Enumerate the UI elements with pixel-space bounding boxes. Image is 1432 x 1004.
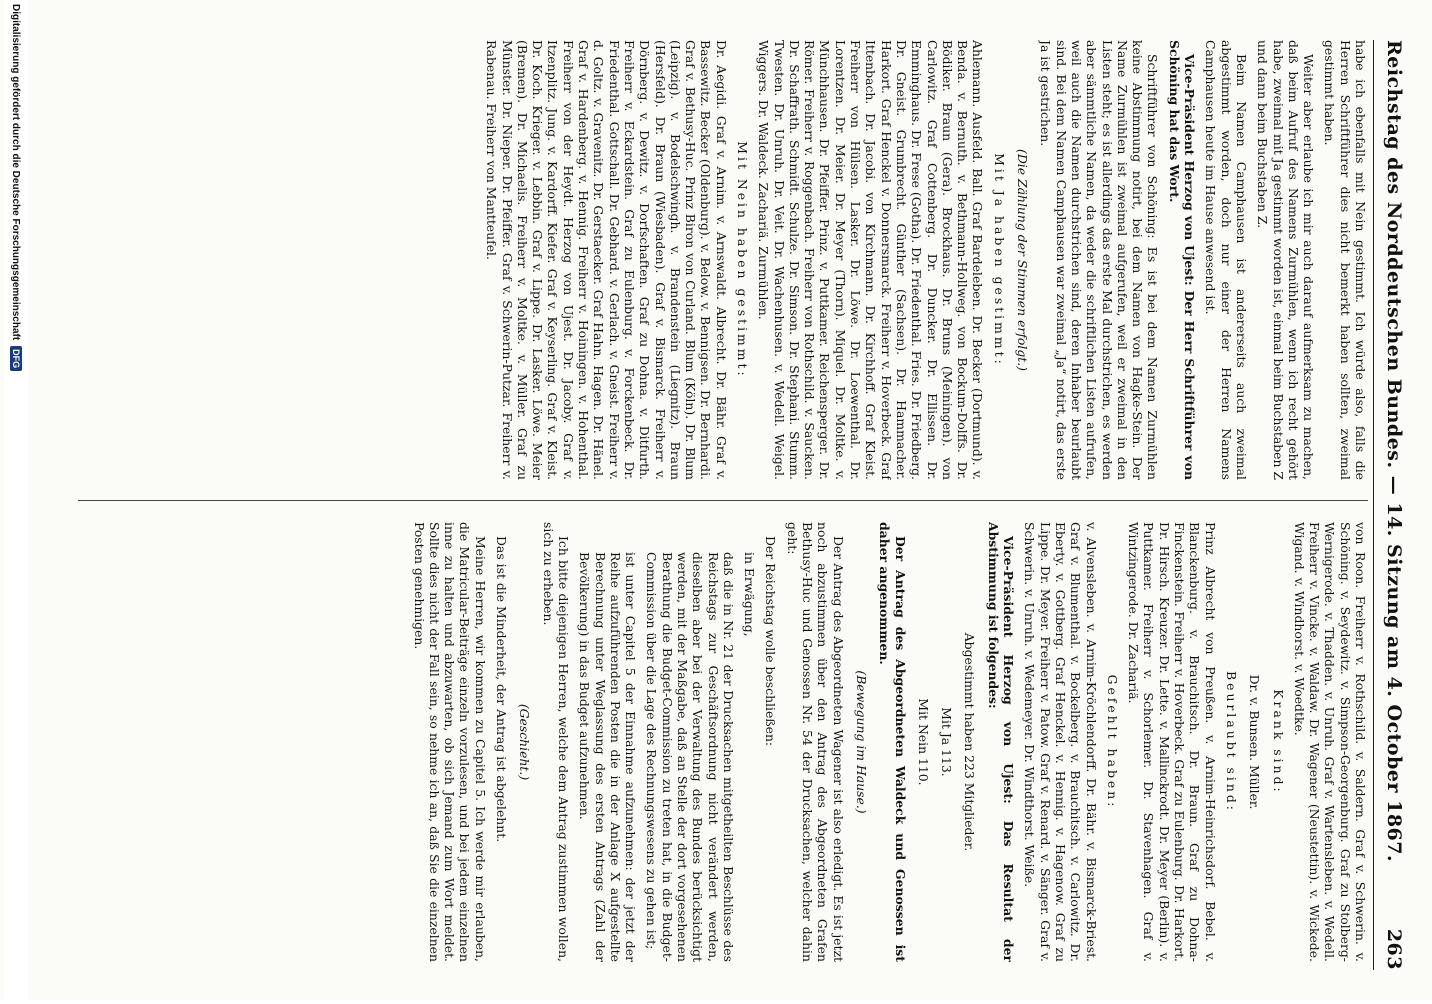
motion-text: daß die in Nr. 21 der Drucksachen mitgetheilten Beschlüsse des Reichstags zur Geschäftsordnung nicht verändert werden, dieselben aber bei der Verwaltung des Bundes berücksichtigt werden, mit der Maßgabe, daß an Stelle der dort vorgesehenen Berathung die Budget-Commission zu treten hat, in die Budget-Commission über die Lage des Rechnungswesens zu gehen ist; bbox=[644, 552, 736, 962]
left-column bbox=[68, 40, 1368, 480]
column-divider bbox=[78, 500, 1368, 501]
speaker-line: Vice-Präsident Herzog von Ujest: Der Herr Schriftführer von Schöning hat das Wort. bbox=[1166, 40, 1198, 480]
name-list-yes: Ahlemann. Ausfeld. Ball. Graf Bardeleben. Dr. Becker (Dortmund). v. Benda. v. Bernuth. v. Bethmann-Hollweg. von Bockum-Dolffs. Dr. Bödiker. Braun (Gera). Brockhaus. Dr. Bruns (Meiningen). von Carlowitz. Graf Cottenberg. Dr. Duncker. Dr. Ellissen. Dr. Emminghaus. Dr. Frese (Gotha). Dr. Friedenthal. Fries. Dr. Friedberg. Dr. Gneist. Grumbrecht. Günther (Sachsen). Dr. Hammacher. Harkort. Graf Henckel v. Donnersmarck. Freiherr v. Hoverbeck. Graf Ittenbach. Dr. Jacobi. von Kirchmann. Dr. Kirchhoff. Graf Kleist. Freiherr von Hülsen. Lasker. Dr. Löwe. Dr. Loewenthal. Dr. Lorentzen. Dr. Meier. Dr. Meyer (Thorn). Miquel. Dr. Moltke. v. Münchhausen. Dr. Pfeiffer. Prinz. v. Puttkamer. Reichensperger. Dr. Römer. Freiherr v. Roggenbach. Freiherr von Rothschild. v. Saucken. Dr. Schaffrath. Schmidt. Schulze. Dr. Simson. Dr. Stephani. Stumm. Twesten. Dr. Unruh. Dr. Veit. Dr. Wachenhusen. v. Wedell. Weigel. Wiggers. Dr. Waldeck. Zachariä. Zurmühlen. bbox=[756, 40, 986, 480]
paragraph: Beim Namen Camphausen ist andererseits auch zweimal abgestimmt worden, doch nur einer der Herren Namens Camphausen heute im Hause anwesend ist. bbox=[1203, 40, 1249, 480]
digitization-credit bbox=[4, 0, 28, 1004]
paragraph: Ich bitte diejenigen Herren, welche dem Antrag zustimmen wollen, sich zu erheben. bbox=[540, 522, 571, 962]
heading-on-leave: Beurlaubt sind: bbox=[1223, 671, 1239, 813]
dfg-logo: DFG bbox=[10, 346, 22, 371]
right-column bbox=[68, 522, 1368, 962]
vote-yes-count: Mit Ja 113. bbox=[939, 707, 955, 777]
name-list-on-leave: Prinz Albrecht von Preußen. v. Arnim-Heinrichsdorf. Bebel. v. Blanckenburg. v. Brauchitsch. Dr. Braun. Graf zu Dohna-Finckenstein. Freiherr v. Hoverbeck. Graf zu Eulenburg. Dr. Harkort. Dr. Hirsch. Kreuzer. Dr. Lette. v. Mallinckrodt. Dr. Meyer (Berlin). v. Puttkamer. Freiherr v. Schorlemer. Dr. Stavenhagen. Graf v. Wintzingerode. Dr. Zachariä. bbox=[1126, 522, 1218, 962]
name-list-absent: v. Alvensleben. v. Arnim-Kröchlendorff. Dr. Bähr. v. Bismarck-Briest. Graf v. Blumenthal. v. Bockelberg. v. Brauchitsch. v. Carlowitz. Dr. Eberty. v. Gottberg. Graf Henckel. v. Hennig. v. Hagenow. Graf zu Lippe. Dr. Meyer. Freiherr v. Patow. Graf v. Renard. v. Sänger. Graf v. Schwerin. v. Unruh. v. Wedemeyer. Dr. Windthorst. Weiße. bbox=[1022, 522, 1099, 962]
vote-heading-no: Mit Nein haben gestimmt: bbox=[735, 141, 751, 379]
paragraph: habe ich ebenfalls mit Nein gestimmt. Ich würde also, falls die Herren Schriftführer dies nicht bemerkt haben sollten, zweimal gestimmt haben. bbox=[1322, 40, 1368, 480]
motion-text: ist unter Capitel 5 der Einnahme aufzunehmen: der jetzt der Reihe aufzuführenden Posten die in der Anlage X aufgestellte Berechnung unter Weglassung des ersten Antrags (Zahl der Bevölkerung) in das Budget aufzunehmen. bbox=[577, 552, 639, 962]
stage-direction: (Bewegung im Hause.) bbox=[853, 670, 869, 814]
heading-absent: Gefehlt haben: bbox=[1104, 674, 1120, 810]
vote-total: Abgestimmt haben 223 Mitglieder. bbox=[962, 632, 978, 852]
vote-heading-yes: Mit Ja haben gestimmt: bbox=[991, 153, 1007, 367]
header-title: Reichstag des Norddeutschen Bundes. — 14. Sitzung am 4. October 1867. bbox=[1383, 40, 1405, 863]
stage-direction: (Geschieht.) bbox=[517, 703, 533, 781]
name-list-sick: Dr. v. Bunsen. Müller. bbox=[1247, 674, 1263, 810]
name-list-no: Dr. Aegidi. Graf v. Arnim. v. Arnswaldt. Albrecht. Dr. Bähr. Graf v. Bassewitz. Becker (Oldenburg). v. Below. v. Bennigsen. Dr. Bernhardi. Graf v. Bethusy-Huc. Prinz Biron von Curland. Blum (Köln). Dr. Blum (Leipzig). v. Bodelschwingh. v. Brandenstein (Liegnitz). Braun (Hersfeld). Dr. Braun (Wiesbaden). Graf v. Bismarck. Freiherr v. Dörnberg. v. Dewitz. v. Dorfschaften. Graf zu Dohna. v. Ditfurth. Freiherr v. Eckardstein. Graf zu Eulenburg. v. Forckenbeck. Dr. Friedenthal. Gottschall. Dr. Gebhard. v. Gerlach. v. Gneist. Freiherr v. d. Goltz. v. Gravenitz. Dr. Gerstaecker. Graf Hahn. Hagen. Dr. Hänel. Graf v. Hardenberg. v. Hennig. Freiherr v. Hoiningen. v. Hohenthal. Freiherr von der Heydt. Herzog von Ujest. Dr. Jacoby. Graf v. Itzenplitz. Jung. v. Kardorff. Kiefer. Graf v. Keyserling. Graf v. Kleist. Dr. Koch. Krieger. v. Lebbin. Graf v. Lippe. Dr. Lasker. Löwe. Meier (Bremen). Dr. Michaelis. Freiherr v. Moltke. v. Müller. Graf zu Münster. Dr. Nieper. Dr. Pfeiffer. Graf v. Schwerin-Putzar. Freiherr v. Rabenau. Freiherr von Mantteufel. bbox=[484, 40, 729, 480]
running-header bbox=[1373, 40, 1414, 970]
paragraph: Der Antrag des Abgeordneten Wagener ist also erledigt. Es ist jetzt noch abzustimmen über den Antrag des Abgeordneten Grafen Bethusy-Huc und Genossen Nr. 54 der Drucksachen, welcher dahin geht: bbox=[784, 522, 846, 962]
paragraph: Weiter aber erlaube ich mir auch darauf aufmerksam zu machen, daß beim Aufruf des Namens Zurmühlen, wenn ich recht gehört habe, zweimal mit Ja gestimmt worden ist, einmal beim Buchstaben Z und dann beim Buchstaben Z. bbox=[1255, 40, 1317, 480]
motion-text: in Erwägung, bbox=[742, 552, 758, 637]
paragraph: Das ist die Minderheit, der Antrag ist abgelehnt. bbox=[494, 536, 510, 843]
heading-sick: Krank sind: bbox=[1270, 689, 1286, 795]
vote-no-count: Mit Nein 110. bbox=[915, 698, 931, 786]
page-number: 263 bbox=[1383, 928, 1405, 970]
name-list-continued: von Roon. Freiherr v. Rothschild. v. Saldern. Graf v. Schwerin. v. Schöning. v. Seydewitz. v. Simpson-Georgenburg. Graf zu Stolberg-Wernigerode. v. Thadden. v. Unruh. Graf v. Wartensleben. v. Wedell. Freiherr v. Vincke. v. Waldaw. Dr. Wagener (Neustettin). v. Wickede. Wigand. v. Windhorst. v. Woedtke. bbox=[1291, 522, 1368, 962]
credit-text: Digitalisierung gefördert durch die Deutsche Forschungsgemeinschaft bbox=[10, 4, 22, 341]
paragraph: Schriftführer von Schöning: Es ist bei dem Namen Zurmühlen keine Abstimmung notirt, bei dem Namen von Hagke-Stein. Der Name Zurmühlen ist zweimal aufgerufen, weil er zweimal in den Listen steht; es ist allerdings das erste Mal durchstrichen, es werden aber sämmtliche Namen, da weder die schriftlichen Listen aufrufen, weil auch die Namen durchstrichen sind, deren Inhaber beurlaubt sind. Bei dem Namen Camphausen war zweimal „Ja“ notirt, das erste Ja ist gestrichen. bbox=[1038, 40, 1161, 480]
stage-direction: (Die Zählung der Stimmen erfolgt.) bbox=[1015, 148, 1031, 372]
paragraph: Der Reichstag wolle beschließen: bbox=[763, 536, 779, 747]
paragraph: Meine Herren, wir kommen zu Capitel 5. Ich werde mir erlauben, die Matricular-Beiträge einzeln vorzulesen, und bei jedem einzelnen inne zu halten und abzuwarten, ob sich Jemand zum Wort meldet. Sollte dies nicht der Fall sein, so nehme ich an, daß Sie die einzelnen Posten genehmigen. bbox=[411, 522, 488, 962]
result-statement: Der Antrag des Abgeordneten Waldeck und Genossen ist daher angenommen. bbox=[877, 522, 908, 962]
speaker-line: Vice-Präsident Herzog von Ujest: Das Resultat der Abstimmung ist folgendes: bbox=[985, 522, 1017, 962]
